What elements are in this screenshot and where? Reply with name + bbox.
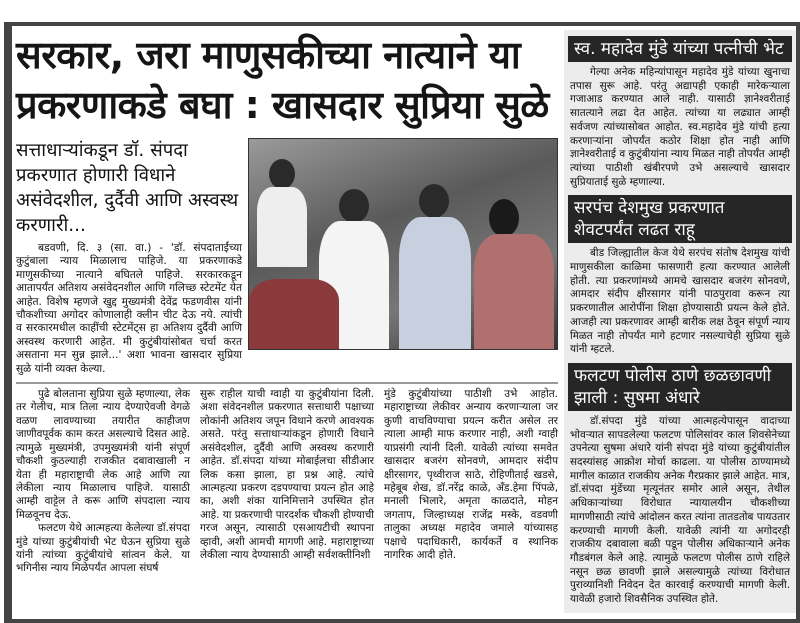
lead-text: बडवणी, दि. ३ (सा. वा.) - 'डॉ. संपदाताईंच्या कुटुंबाला न्याय मिळालाच पाहिजे. या प्रकरणाकडे माणुसकीच्या नात्याने बघितले पाहिजे. सरकारकडून आतापर्यंत अतिशय असंवेदनशील आणि गलिच्छ स्टेटमेंट येत आहेत. विशेष म्हणजे खुद्द मुख्यमंत्री देवेंद्र फडणवीस यांनी चौकशीच्या अगोदर कोणालाही क्लीन चीट देऊ नये. त्यांची व सरकारमधील काहींची स्टेटमेंट्स हा अतिशय दुर्दैवी आणि अस्वस्थ करणारी आहेत. मी कुटुंबीयांसोबत चर्चा करत असताना मन सुन्न झाले...' अशा भावना खासदार सुप्रिया सुळे यांनी व्यक्त केल्या. bbox=[16, 242, 242, 375]
headline-line-1: सरकार, जरा माणुसकीच्या नात्याने या bbox=[16, 33, 521, 77]
sidebar-heading: स्व. महादेव मुंडे यांच्या पत्नीची भेट bbox=[568, 36, 792, 62]
sidebar-text: गेल्या अनेक महिन्यांपासून महादेव मुंडे यांच्या खुनाचा तपास सुरू आहे. परंतु अद्यापही एकाही मारेकऱ्याला गजाआड करण्यात आले नाही. यासाठी ज्ञानेश्वरीताई सातत्याने लढा देत आहेत. त्यांच्या या लढ्यात आम्ही सर्वजण त्यांच्यासोबत आहोत. स्व.महादेव मुंडे यांची हत्या करणाऱ्यांना जोपर्यंत कठोर शिक्षा होत नाही आणि ज्ञानेश्वरीताई व कुटुंबीयांना न्याय मिळत नाही तोपर्यंत आम्ही त्यांच्या पाठीशी खंबीरपणे उभे असल्याचे खासदार सुप्रियाताई सुळे म्हणाल्या. bbox=[570, 66, 790, 188]
headline bbox=[16, 30, 558, 130]
body-paragraph: फलटण येथे आत्महत्या केलेल्या डॉ.संपदा मुंडे यांच्या कुटुंबीयांची भेट घेऊन सुप्रिया सुळे यांनी त्यांच्या कुटुंबीयांचे सांत्वन केले. या भगिनीस न्याय मिळेपर्यंत आपला संघर्ष bbox=[16, 522, 190, 575]
photo-person bbox=[419, 184, 449, 218]
photo-person bbox=[339, 189, 369, 223]
sidebar-heading: फलटण पोलीस ठाणे छळछावणी झाली : सुषमा अंधारे bbox=[568, 363, 792, 411]
article-top-row bbox=[16, 138, 558, 376]
lead-paragraph bbox=[16, 242, 242, 376]
body-paragraph: सुरू राहील याची ग्वाही या कुटुंबीयांना दिली. अशा संवेदनशील प्रकरणात सत्ताधारी पक्षाच्या लोकांनी अतिशय जपून विधाने करणे आवश्यक असते. परंतु सत्ताधाऱ्यांकडून होणारी विधाने असंवेदशील, दुर्दैवी आणि अस्वस्थ करणारी आहेत. डॉ.संपदा यांच्या मोबाईलचा सीडीआर लिक कसा झाला, हा प्रश्न आहे. त्यांचे आत्महत्या प्रकरण दडपण्याचा प्रयत्न होत आहे का, अशी शंका यानिमित्ताने उपस्थित होत आहे. या प्रकरणाची पारदर्शक चौकशी होण्याची गरज असून, त्यासाठी एसआयटीची स्थापना व्हावी, अशी आमची मागणी आहे. महाराष्ट्राच्या लेकीला न्याय देण्यासाठी आम्ही सर्वशक्तीनिशी bbox=[200, 388, 374, 561]
photo-person-body bbox=[257, 187, 307, 267]
sidebar-text: डॉ.संपदा मुंडे यांच्या आत्महत्येपासून वादाच्या भोवऱ्यात सापडलेल्या फलटण पोलिसांवर काल शिवसेनेच्या उपनेत्या सुषमा अंधारे यांनी संपदा मुंडे यांच्या कुटुंबीयांतील सदस्यांसह आक्रोश मोर्चा काढला. या पोलीस ठाण्यामध्ये मागील काळात राजकीय अनेक गैरप्रकार झाले आहेत. मात्र, डॉ.संपदा मुंडेंच्या मृत्यूनंतर समोर आले असून, तेथील अधिकाऱ्यांच्या विरोधात न्यायालयीन चौकशीच्या मागणीसाठी त्यांचे आंदोलन करत त्यांना तातडतोब पायउतार करण्याची मागणी केली. यावेळी त्यांनी या अगोदरही राजकीय दबावाला बळी पडून पोलीस अधिकाऱ्याने अनेक गौडबंगल केले आहे. त्यामुळे फलटण पोलीस ठाणे राहिले नसून छळ छावणी झाले असल्यामुळे त्यांच्या विरोधात पुराव्यानिशी निवेदन देत कारवाई करण्याची मागणी केली. यावेळी हजारो शिवसैनिक उपस्थित होते. bbox=[570, 414, 790, 606]
sidebar bbox=[564, 30, 796, 613]
body-column-1 bbox=[16, 388, 190, 576]
article-frame bbox=[4, 22, 800, 623]
body-paragraph: पुढे बोलताना सुप्रिया सुळे म्हणाल्या, लेक तर गेलीच, मात्र तिला न्याय देण्याऐवजी वेगळे वळण लावण्याच्या तयारीत काहीजण जाणीवपूर्वक काम करत असल्याचे दिसत आहे. त्यामुळे मुख्यमंत्री, उपमुख्यमंत्री यांनी संपूर्ण चौकशी कुठल्याही राजकीत दबावाखाली न येता ही महाराष्ट्राची लेक आहे आणि त्या लेकीला न्याय मिळालाच पाहिजे. यासाठी आम्ही वाट्टेल ते करू आणि संपदाला न्याय मिळवूनच देऊ. bbox=[16, 388, 190, 521]
photo-person bbox=[269, 159, 295, 189]
column-divider bbox=[16, 382, 558, 384]
headline-line-2: प्रकरणाकडे बघा : खासदार सुप्रिया सुळे bbox=[16, 83, 549, 127]
body-column-2 bbox=[200, 388, 374, 576]
sidebar-text: बीड जिल्ह्यातील केज येथे सरपंच संतोष देशमुख यांची माणुसकीला काळिमा फासणारी हत्या करण्यात आलेली होती. त्या प्रकरणांमध्ये आमचे खासदार बजरंग सोनवणे, आमदार संदीप क्षीरसागर यांनी पाठपुरावा करून त्या प्रकरणातील आरोपींना शिक्षा होण्यासाठी प्रयत्न केले होते. आजही त्या प्रकरणावर आम्ही बारीक लक्ष ठेवून संपूर्ण न्याय मिळत नाही तोपर्यंत मागे हटणार नसल्याचेही सुप्रिया सुळे यांनी म्हटले. bbox=[570, 247, 790, 356]
body-column-3 bbox=[384, 388, 558, 576]
main-article bbox=[16, 30, 558, 613]
intro-column bbox=[16, 138, 242, 376]
body-columns bbox=[16, 388, 558, 576]
photo-person-body bbox=[399, 217, 471, 350]
photo-person-body bbox=[474, 234, 554, 350]
subheadline: सत्ताधाऱ्यांकडून डॉ. संपदा प्रकरणात होणारी विधाने असंवेदशील, दुर्दैवी आणि अस्वस्थ करणारी... bbox=[16, 140, 239, 236]
body-paragraph: मुंडे कुटुंबीयांच्या पाठीशी उभे आहोत. महाराष्ट्राच्या लेकीवर अन्याय करणाऱ्याला जर कुणी वाचविण्याचा प्रयत्न करीत असेल तर त्याला आम्ही माफ करणार नाही, अशी ग्वाही याप्रसंगी त्यांनी दिली. यावेळी त्यांच्या समवेत खासदार बजरंग सोनवणे, आमदार संदीप क्षीरसागर, पृथ्वीराज साठे, रोहिणीताई खडसे, महेबूब शेख, डॉ.नरेंद्र काळे, अँड.हेमा पिंपळे, मनाली भिलारे, अमृता काळदाते, मोहन जगताप, जिल्हाध्यक्ष राजेंद्र मस्के, वडवणी तालुका अध्यक्ष महादेव जमाले यांच्यासह पक्षाचे पदाधिकारी, कार्यकर्ते व स्थानिक नागरिक आदी होते. bbox=[384, 388, 558, 561]
photo-person-body bbox=[249, 279, 339, 350]
news-photo bbox=[248, 138, 558, 350]
sidebar-heading: सरपंच देशमुख प्रकरणात शेवटपर्यंत लढत राहू bbox=[568, 195, 792, 243]
photo-person bbox=[489, 199, 519, 237]
